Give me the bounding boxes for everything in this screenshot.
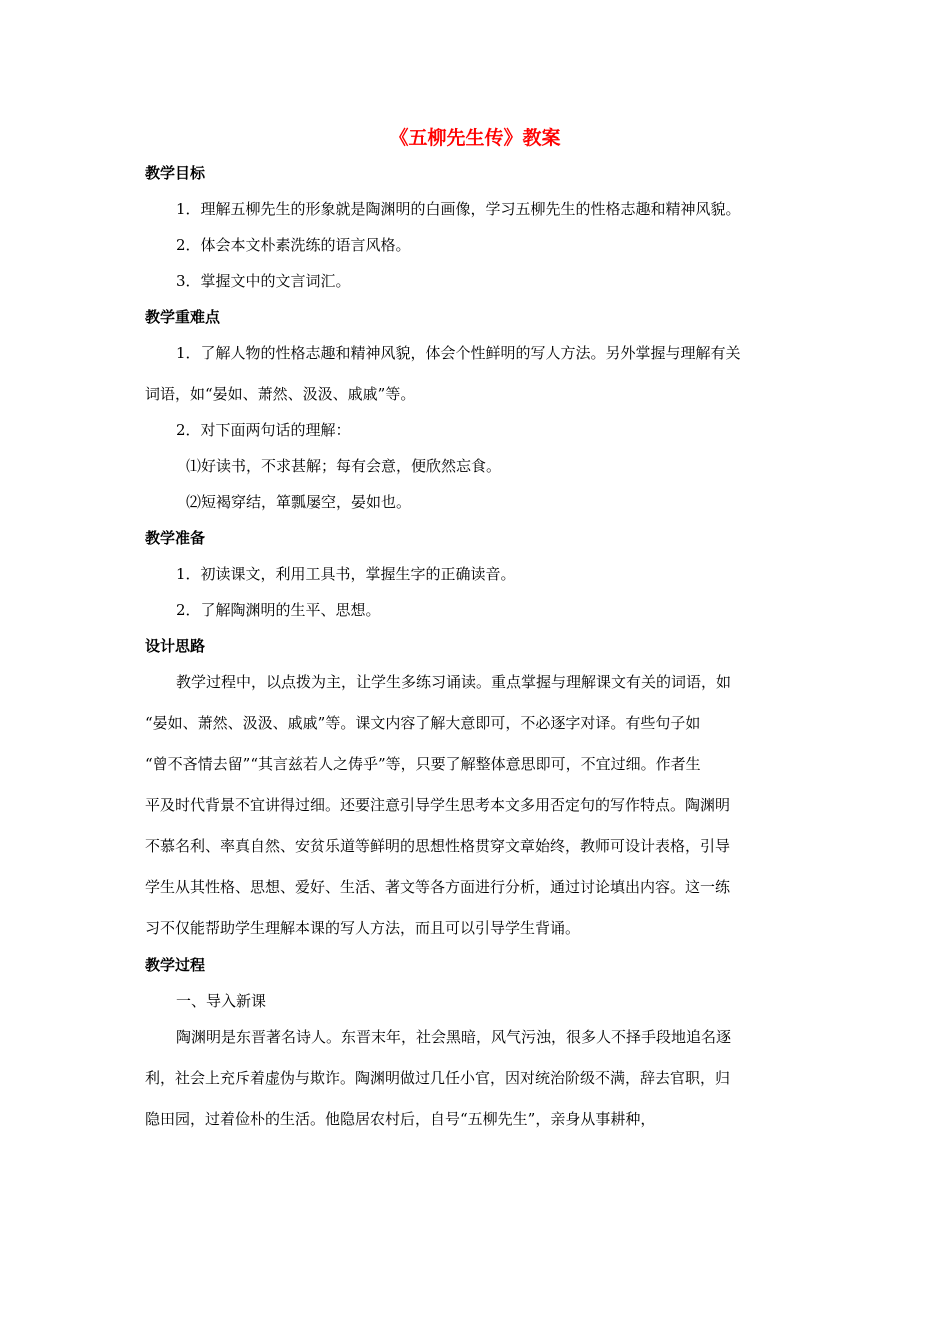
key-point-item-continued: 词语，如“晏如、萧然、汲汲、戚戚”等。 xyxy=(145,385,416,403)
section-heading-prep: 教学准备 xyxy=(145,529,206,547)
section-heading-process: 教学过程 xyxy=(145,956,206,974)
process-paragraph-line: 利，社会上充斥着虚伪与欺诈。陶渊明做过几任小官，因对统治阶级不满，辞去官职，归 xyxy=(145,1069,731,1087)
prep-item: 1．初读课文，利用工具书，掌握生字的正确读音。 xyxy=(176,565,516,583)
key-point-sub-item: ⑴好读书，不求甚解；每有会意，便欣然忘食。 xyxy=(186,457,502,475)
section-heading-goals: 教学目标 xyxy=(145,164,206,182)
document-title: 《五柳先生传》教案 xyxy=(389,127,561,149)
design-paragraph-line: 不慕名利、率真自然、安贫乐道等鲜明的思想性格贯穿文章始终，教师可设计表格，引导 xyxy=(145,837,731,855)
design-paragraph-line: “曾不吝情去留”“其言兹若人之俦乎”等，只要了解整体意思即可，不宜过细。作者生 xyxy=(145,755,701,773)
section-heading-key-points: 教学重难点 xyxy=(145,308,221,326)
section-heading-design: 设计思路 xyxy=(145,637,206,655)
process-paragraph-line: 陶渊明是东晋著名诗人。东晋末年，社会黑暗，风气污浊，很多人不择手段地追名逐 xyxy=(176,1028,732,1046)
design-paragraph-line: 平及时代背景不宜讲得过细。还要注意引导学生思考本文多用否定句的写作特点。陶渊明 xyxy=(145,796,731,814)
process-sub-heading: 一、导入新课 xyxy=(176,992,267,1010)
prep-item: 2．了解陶渊明的生平、思想。 xyxy=(176,601,381,619)
design-paragraph-line: 学生从其性格、思想、爱好、生活、著文等各方面进行分析，通过讨论填出内容。这一练 xyxy=(145,878,731,896)
key-point-item: 1．了解人物的性格志趣和精神风貌，体会个性鲜明的写人方法。另外掌握与理解有关 xyxy=(176,344,741,362)
process-paragraph-line: 隐田园，过着俭朴的生活。他隐居农村后，自号“五柳先生”，亲身从事耕种， xyxy=(145,1110,656,1128)
key-point-sub-item: ⑵短褐穿结，箪瓢屡空，晏如也。 xyxy=(186,493,412,511)
key-point-item: 2．对下面两句话的理解： xyxy=(176,421,351,439)
goal-item: 2．体会本文朴素洗练的语言风格。 xyxy=(176,236,411,254)
design-paragraph-line: “晏如、萧然、汲汲、戚戚”等。课文内容了解大意即可，不必逐字对译。有些句子如 xyxy=(145,714,701,732)
design-paragraph-line: 教学过程中，以点拨为主，让学生多练习诵读。重点掌握与理解课文有关的词语，如 xyxy=(176,673,732,691)
goal-item: 1．理解五柳先生的形象就是陶渊明的白画像，学习五柳先生的性格志趣和精神风貌。 xyxy=(176,200,741,218)
design-paragraph-line: 习不仅能帮助学生理解本课的写人方法，而且可以引导学生背诵。 xyxy=(145,919,581,937)
goal-item: 3．掌握文中的文言词汇。 xyxy=(176,272,351,290)
